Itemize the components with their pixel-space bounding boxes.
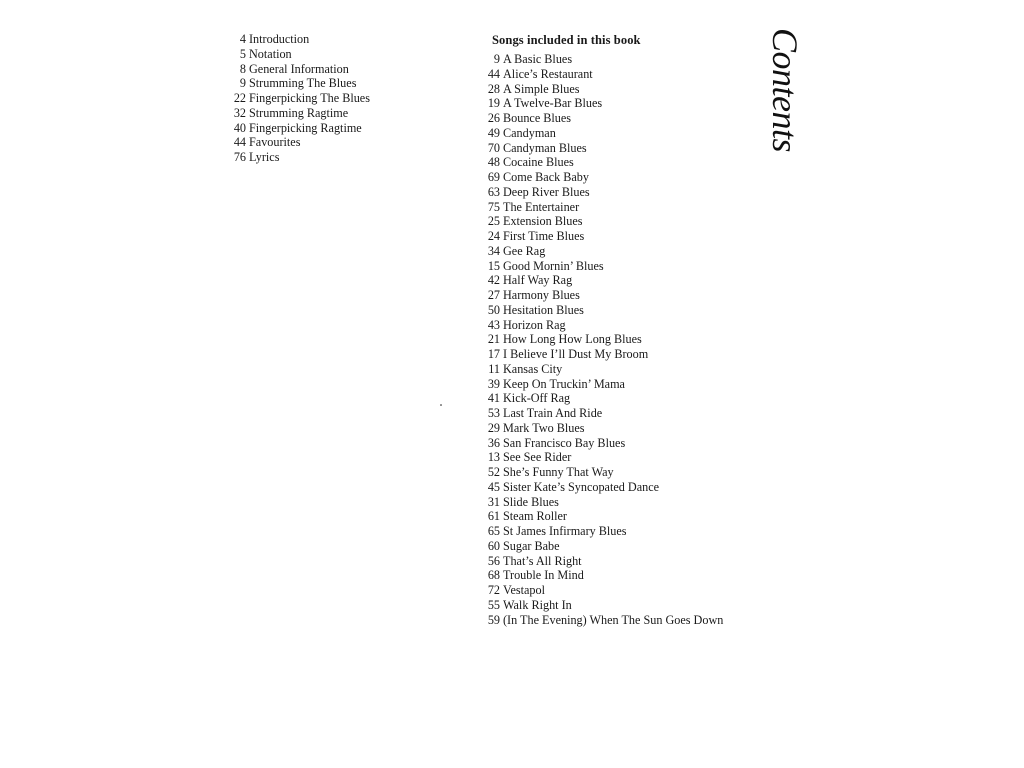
song-title: A Twelve-Bar Blues (503, 96, 603, 111)
song-row (476, 155, 756, 170)
chapter-row (222, 121, 462, 136)
song-page-number: 39 (487, 376, 500, 391)
song-title: Kick-Off Rag (503, 391, 571, 406)
chapter-title: Fingerpicking Ragtime (249, 120, 362, 135)
song-title: Sugar Babe (503, 538, 560, 553)
song-row (476, 126, 756, 141)
chapter-list (222, 32, 462, 165)
song-row (476, 495, 756, 510)
song-page-number: 36 (487, 435, 500, 450)
song-page-number: 53 (487, 406, 500, 420)
song-title: Last Train And Ride (503, 406, 603, 420)
song-row (476, 524, 756, 539)
chapter-title: Strumming The Blues (249, 76, 357, 91)
chapter-row (222, 76, 462, 91)
chapter-page-number: 22 (233, 91, 246, 105)
song-title: Candyman (503, 125, 556, 140)
song-title: San Francisco Bay Blues (503, 435, 626, 450)
song-title: The Entertainer (503, 199, 580, 214)
song-title: St James Infirmary Blues (503, 524, 627, 538)
song-page-number: 72 (487, 583, 500, 597)
song-row (476, 111, 756, 126)
song-page-number: 34 (487, 243, 500, 258)
chapter-title: Notation (249, 46, 292, 61)
song-page-number: 41 (487, 391, 500, 406)
song-page-number: 43 (487, 317, 500, 332)
song-page-number: 45 (487, 479, 500, 494)
song-title: See See Rider (503, 450, 572, 465)
song-page-number: 17 (487, 347, 500, 361)
song-title: Keep On Truckin’ Mama (503, 376, 625, 391)
song-page-number: 52 (487, 465, 500, 479)
song-row (476, 480, 756, 495)
song-title: Slide Blues (503, 494, 559, 509)
song-row (476, 598, 756, 613)
chapter-page-number: 76 (233, 150, 246, 164)
chapter-row (222, 135, 462, 150)
song-row (476, 303, 756, 318)
chapter-title: Fingerpicking The Blues (249, 91, 370, 105)
song-row (476, 318, 756, 333)
song-row (476, 259, 756, 274)
song-title: Steam Roller (503, 509, 567, 524)
song-title: First Time Blues (503, 229, 585, 243)
song-row (476, 568, 756, 583)
song-page-number: 19 (487, 96, 500, 111)
song-row (476, 509, 756, 524)
song-row (476, 214, 756, 229)
song-row (476, 288, 756, 303)
song-title: That’s All Right (503, 553, 582, 568)
chapter-row (222, 150, 462, 165)
song-page-number: 21 (487, 332, 500, 347)
chapter-page-number: 9 (239, 76, 246, 91)
song-row (476, 450, 756, 465)
song-page-number: 65 (487, 524, 500, 538)
song-title: Extension Blues (503, 214, 583, 229)
song-row (476, 583, 756, 598)
song-title: Sister Kate’s Syncopated Dance (503, 479, 660, 494)
song-row (476, 332, 756, 347)
song-page-number: 44 (487, 66, 500, 81)
chapter-page-number: 44 (233, 135, 246, 150)
song-row (476, 67, 756, 82)
song-title: She’s Funny That Way (503, 465, 614, 479)
song-page-number: 48 (487, 155, 500, 170)
song-row (476, 391, 756, 406)
song-title: A Basic Blues (503, 52, 573, 66)
song-page-number: 42 (487, 273, 500, 288)
song-title: Half Way Rag (503, 273, 573, 288)
song-page-number: 75 (487, 199, 500, 214)
song-page-number: 28 (487, 81, 500, 96)
song-title: Mark Two Blues (503, 420, 585, 435)
chapter-title: Favourites (249, 135, 301, 150)
contents-title (765, 28, 805, 152)
song-row (476, 185, 756, 200)
song-page-number: 24 (487, 229, 500, 243)
song-title: Deep River Blues (503, 184, 590, 199)
song-row (476, 539, 756, 554)
song-page-number: 49 (487, 125, 500, 140)
song-page-number: 26 (487, 111, 500, 125)
song-title: Hesitation Blues (503, 302, 584, 317)
song-row (476, 421, 756, 436)
song-page-number: 50 (487, 302, 500, 317)
song-row (476, 200, 756, 215)
song-row (476, 406, 756, 421)
chapter-title: Introduction (249, 32, 310, 46)
song-page-number: 27 (487, 288, 500, 302)
chapter-title: General Information (249, 61, 349, 76)
song-title: Alice’s Restaurant (503, 66, 593, 81)
song-title: Good Mornin’ Blues (503, 258, 604, 273)
song-row (476, 244, 756, 259)
chapter-page-number: 5 (239, 46, 246, 61)
chapter-row (222, 47, 462, 62)
song-page-number: 61 (487, 509, 500, 524)
song-title: How Long How Long Blues (503, 332, 642, 347)
song-page-number: 60 (487, 538, 500, 553)
song-row (476, 347, 756, 362)
song-row (476, 82, 756, 97)
song-page-number: 9 (493, 52, 500, 66)
songs-heading: Songs included in this book (492, 33, 641, 47)
song-row (476, 141, 756, 156)
song-title: Harmony Blues (503, 288, 580, 302)
chapter-page-number: 4 (239, 32, 246, 46)
song-page-number: 68 (487, 568, 500, 583)
song-title: Horizon Rag (503, 317, 566, 332)
chapter-row (222, 62, 462, 77)
song-title: Cocaine Blues (503, 155, 574, 170)
song-page-number: 31 (487, 494, 500, 509)
song-title: Vestapol (503, 583, 545, 597)
song-title: Walk Right In (503, 597, 572, 612)
song-list (476, 52, 756, 627)
song-title: Trouble In Mind (503, 568, 584, 583)
song-page-number: 70 (487, 140, 500, 155)
paper-speck (440, 404, 442, 406)
chapter-page-number: 40 (233, 120, 246, 135)
song-page-number: 15 (487, 258, 500, 273)
song-row (476, 52, 756, 67)
song-title: Candyman Blues (503, 140, 587, 155)
song-row (476, 554, 756, 569)
song-page-number: 25 (487, 214, 500, 229)
song-title: I Believe I’ll Dust My Broom (503, 347, 649, 361)
song-page-number: 69 (487, 170, 500, 184)
song-row (476, 465, 756, 480)
song-page-number: 59 (487, 612, 500, 627)
song-page-number: 55 (487, 597, 500, 612)
song-row (476, 362, 756, 377)
song-title: (In The Evening) When The Sun Goes Down (503, 612, 724, 627)
song-page-number: 11 (488, 361, 500, 376)
song-row (476, 96, 756, 111)
song-page-number: 63 (487, 184, 500, 199)
song-title: Bounce Blues (503, 111, 572, 125)
song-page-number: 29 (487, 420, 500, 435)
contents-title-text: Contents (765, 27, 805, 153)
song-title: Kansas City (503, 361, 563, 376)
song-title: Come Back Baby (503, 170, 589, 184)
song-page-number: 13 (487, 450, 500, 465)
chapter-row (222, 106, 462, 121)
song-row (476, 273, 756, 288)
song-row (476, 436, 756, 451)
song-row (476, 613, 756, 628)
chapter-row (222, 91, 462, 106)
song-row (476, 170, 756, 185)
chapter-title: Lyrics (249, 150, 280, 164)
song-row (476, 377, 756, 392)
chapter-page-number: 32 (233, 105, 246, 120)
song-title: A Simple Blues (503, 81, 580, 96)
song-title: Gee Rag (503, 243, 546, 258)
song-row (476, 229, 756, 244)
chapter-row (222, 32, 462, 47)
chapter-title: Strumming Ragtime (249, 105, 349, 120)
song-page-number: 56 (487, 553, 500, 568)
chapter-page-number: 8 (239, 61, 246, 76)
